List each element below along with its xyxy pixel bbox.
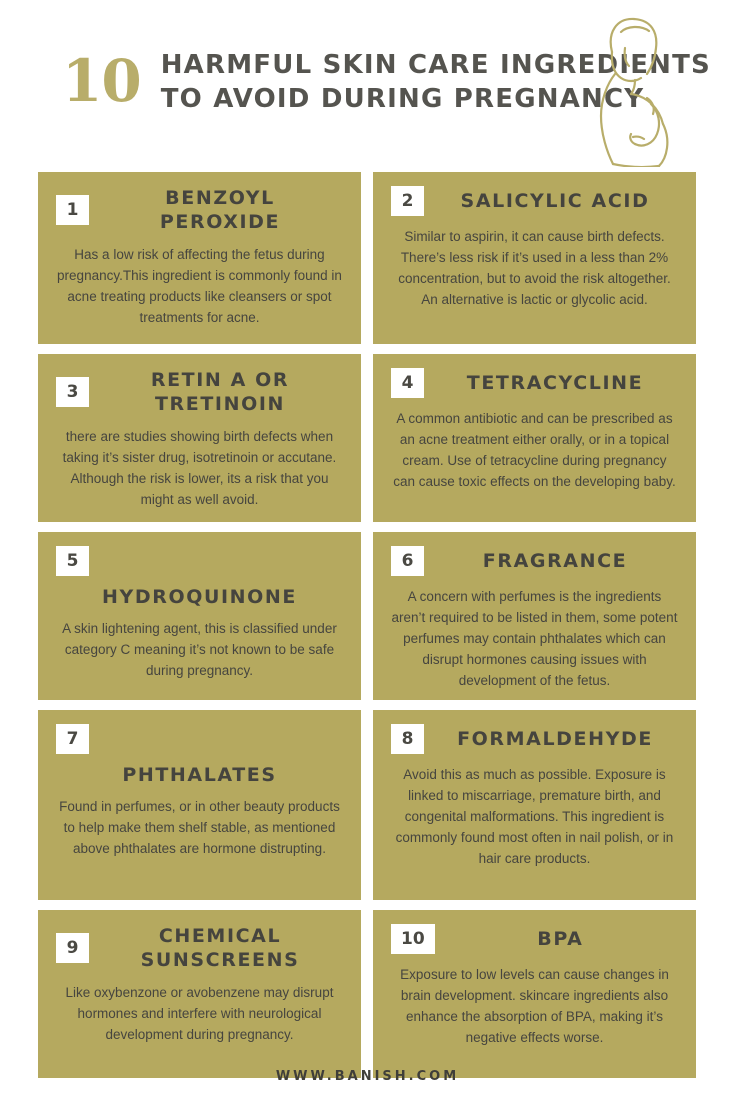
card-header xyxy=(56,724,343,754)
ingredient-card-4 xyxy=(373,354,696,522)
card-header xyxy=(391,546,678,576)
card-body: A skin lightening agent, this is classified under category C meaning it’s not known to be safe during pregnancy. xyxy=(62,621,337,678)
card-title: PHTHALATES xyxy=(122,764,277,786)
footer-url[interactable]: WWW.BANISH.COM xyxy=(275,1069,460,1084)
card-header xyxy=(56,546,343,576)
card-body: Similar to aspirin, it can cause birth defects. There’s less risk if it’s used in a less than 2% concentration, but to avoid the risk altogether. An alternative is lactic or glycolic acid. xyxy=(398,229,671,307)
ingredient-card-1 xyxy=(38,172,361,344)
card-body: A concern with perfumes is the ingredients aren’t required to be listed in them, some potent perfumes may contain phthalates which can disrupt hormones causing issues with development of the fetus. xyxy=(391,589,678,688)
card-title: TETRACYCLINE xyxy=(466,372,644,394)
card-number-badge: 5 xyxy=(56,546,89,576)
card-body: Has a low risk of affecting the fetus during pregnancy.This ingredient is commonly found in acne treating products like cleansers or spot treatments for acne. xyxy=(57,247,342,325)
page-title-line-1: HARMFUL SKIN CARE INGREDIENTS xyxy=(160,50,711,80)
card-title: CHEMICAL SUNSCREENS xyxy=(140,925,300,971)
card-body: there are studies showing birth defects when taking it’s sister drug, isotretinoin or accutane. Although the risk is lower, its a risk that you might as well avoid. xyxy=(62,429,337,507)
card-header xyxy=(56,924,343,972)
card-body: Like oxybenzone or avobenzene may disrupt hormones and interfere with neurological development during pregnancy. xyxy=(65,985,334,1042)
card-header xyxy=(56,186,343,234)
card-title: HYDROQUINONE xyxy=(102,586,297,608)
card-header xyxy=(391,186,678,216)
card-body: Exposure to low levels can cause changes in brain development. skincare ingredients also enhance the absorption of BPA, making it’s negative effects worse. xyxy=(400,967,669,1045)
card-number-badge: 6 xyxy=(391,546,424,576)
card-header xyxy=(391,924,678,954)
ingredient-card-9 xyxy=(38,910,361,1078)
card-body: Avoid this as much as possible. Exposure is linked to miscarriage, premature birth, and congenital malformations. This ingredient is commonly found most often in nail polish, or in hair care products. xyxy=(395,767,674,866)
ingredient-card-2 xyxy=(373,172,696,344)
ingredient-card-6 xyxy=(373,532,696,700)
card-title: BPA xyxy=(537,928,584,950)
card-title: RETIN A OR TRETINOIN xyxy=(150,369,290,415)
card-number-badge: 9 xyxy=(56,933,89,963)
card-header xyxy=(391,724,678,754)
card-title: SALICYLIC ACID xyxy=(460,190,650,212)
card-title: BENZOYL PEROXIDE xyxy=(159,187,281,233)
card-number-badge: 2 xyxy=(391,186,424,216)
pregnant-woman-icon xyxy=(555,12,695,167)
card-number-badge: 8 xyxy=(391,724,424,754)
card-number-badge: 10 xyxy=(391,924,435,954)
card-number-badge: 4 xyxy=(391,368,424,398)
ingredients-grid xyxy=(38,172,697,1078)
page-header xyxy=(0,0,735,168)
card-title: FORMALDEHYDE xyxy=(457,728,653,750)
ingredient-card-7 xyxy=(38,710,361,900)
page-title-line-2: TO AVOID DURING PREGNANCY xyxy=(160,84,645,114)
card-body: Found in perfumes, or in other beauty products to help make them shelf stable, as mentioned above phthalates are hormone distrupting. xyxy=(59,799,340,856)
ingredient-card-5 xyxy=(38,532,361,700)
ingredient-card-8 xyxy=(373,710,696,900)
ingredient-card-3 xyxy=(38,354,361,522)
card-number-badge: 7 xyxy=(56,724,89,754)
card-number-badge: 3 xyxy=(56,377,89,407)
card-number-badge: 1 xyxy=(56,195,89,225)
card-body: A common antibiotic and can be prescribed as an acne treatment either orally, or in a topical cream. Use of tetracycline during pregnancy can cause toxic effects on the developing baby. xyxy=(393,411,676,489)
card-header xyxy=(56,368,343,416)
card-header xyxy=(391,368,678,398)
headline-number: 10 xyxy=(62,47,141,115)
card-title: FRAGRANCE xyxy=(482,550,628,572)
ingredient-card-10 xyxy=(373,910,696,1078)
